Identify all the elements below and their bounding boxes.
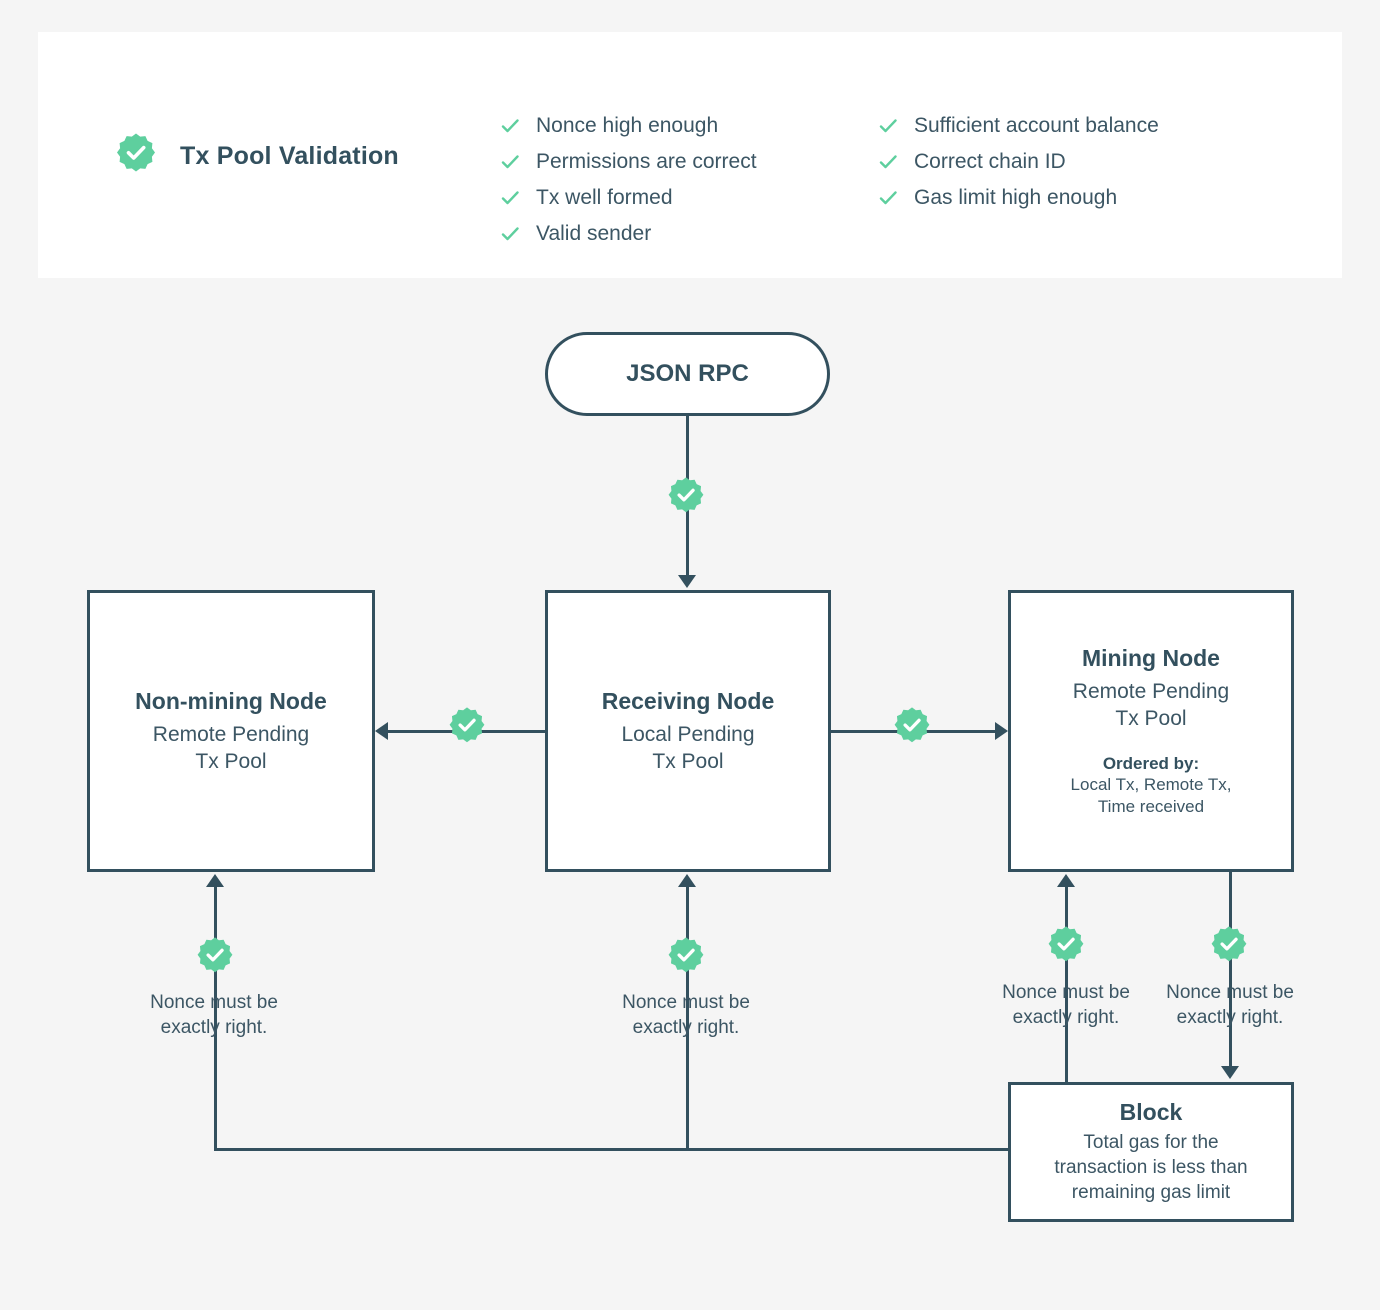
check-icon bbox=[878, 116, 898, 136]
arrowhead-up bbox=[678, 874, 696, 887]
check-seal-icon bbox=[1044, 925, 1088, 969]
node-subtitle-line1: Remote Pending bbox=[1072, 679, 1230, 703]
page-title: Tx Pool Validation bbox=[180, 141, 399, 170]
node-receiving[interactable] bbox=[545, 590, 831, 872]
ordered-by-line2: Time received bbox=[1097, 796, 1205, 816]
nonce-caption-line1: Nonce must be bbox=[622, 992, 750, 1013]
check-seal-icon bbox=[1207, 925, 1251, 969]
legend-item-label: Valid sender bbox=[536, 222, 652, 245]
nonce-caption-line1: Nonce must be bbox=[150, 992, 278, 1013]
legend-item bbox=[500, 216, 757, 252]
arrowhead-down bbox=[678, 575, 696, 588]
legend-item-label: Sufficient account balance bbox=[914, 114, 1159, 137]
check-seal-icon bbox=[445, 706, 489, 750]
legend-item-label: Tx well formed bbox=[536, 186, 673, 209]
legend-item-label: Gas limit high enough bbox=[914, 186, 1118, 209]
nonce-caption-line2: exactly right. bbox=[1176, 1007, 1284, 1028]
arrowhead-down bbox=[1221, 1066, 1239, 1079]
legend-item bbox=[500, 108, 757, 144]
arrowhead-left bbox=[375, 722, 388, 740]
node-subtitle-line2: Tx Pool bbox=[1115, 706, 1187, 730]
check-icon bbox=[878, 152, 898, 172]
connector-block-bus bbox=[214, 1148, 1009, 1151]
check-seal-icon bbox=[112, 132, 160, 180]
check-seal-icon bbox=[664, 476, 708, 520]
legend-item bbox=[500, 180, 757, 216]
legend-item-label: Nonce high enough bbox=[536, 114, 719, 137]
nonce-caption bbox=[1131, 980, 1329, 1030]
nonce-caption-line1: Nonce must be bbox=[1002, 982, 1130, 1003]
check-icon bbox=[878, 188, 898, 208]
legend-item bbox=[878, 144, 1159, 180]
node-title: Mining Node bbox=[1082, 644, 1220, 671]
legend-item-label: Permissions are correct bbox=[536, 150, 757, 173]
connector-mining-block bbox=[1229, 872, 1232, 1070]
nonce-caption-line1: Nonce must be bbox=[1166, 982, 1294, 1003]
arrowhead-right bbox=[995, 722, 1008, 740]
tx-pool-validation-card bbox=[38, 32, 1342, 278]
node-non-mining[interactable] bbox=[87, 590, 375, 872]
node-subtitle-line2: Tx Pool bbox=[652, 749, 724, 773]
legend-column-1 bbox=[500, 108, 757, 252]
legend-item-label: Correct chain ID bbox=[914, 150, 1066, 173]
node-title: Non-mining Node bbox=[135, 687, 327, 714]
legend-item bbox=[878, 180, 1159, 216]
check-icon bbox=[500, 152, 520, 172]
node-json-rpc[interactable] bbox=[545, 332, 830, 416]
nonce-caption-line2: exactly right. bbox=[160, 1017, 268, 1038]
node-subtitle-line2: transaction is less than bbox=[1054, 1157, 1248, 1178]
check-seal-icon bbox=[664, 936, 708, 980]
node-subtitle-line1: Remote Pending bbox=[152, 722, 310, 746]
legend-column-2 bbox=[878, 108, 1159, 216]
ordered-by-line1: Local Tx, Remote Tx, bbox=[1070, 774, 1232, 794]
nonce-caption-line2: exactly right. bbox=[632, 1017, 740, 1038]
check-icon bbox=[500, 116, 520, 136]
check-seal-icon bbox=[890, 706, 934, 750]
ordered-by-label: Ordered by: bbox=[1102, 753, 1200, 773]
node-title: Receiving Node bbox=[601, 687, 775, 714]
node-subtitle-line3: remaining gas limit bbox=[1071, 1182, 1231, 1203]
node-subtitle-line1: Local Pending bbox=[621, 722, 755, 746]
arrowhead-up bbox=[1057, 874, 1075, 887]
node-subtitle-line2: Tx Pool bbox=[195, 749, 267, 773]
node-title: Block bbox=[1119, 1099, 1183, 1125]
check-icon bbox=[500, 188, 520, 208]
node-title: JSON RPC bbox=[626, 360, 749, 387]
nonce-caption bbox=[114, 990, 314, 1040]
legend-item bbox=[500, 144, 757, 180]
arrowhead-up bbox=[206, 874, 224, 887]
node-mining[interactable] bbox=[1008, 590, 1294, 872]
check-icon bbox=[500, 224, 520, 244]
legend-item bbox=[878, 108, 1159, 144]
node-block[interactable] bbox=[1008, 1082, 1294, 1222]
legend-title-group bbox=[112, 132, 399, 180]
node-subtitle-line1: Total gas for the bbox=[1083, 1132, 1219, 1153]
nonce-caption-line2: exactly right. bbox=[1012, 1007, 1120, 1028]
check-seal-icon bbox=[193, 936, 237, 980]
nonce-caption bbox=[586, 990, 786, 1040]
